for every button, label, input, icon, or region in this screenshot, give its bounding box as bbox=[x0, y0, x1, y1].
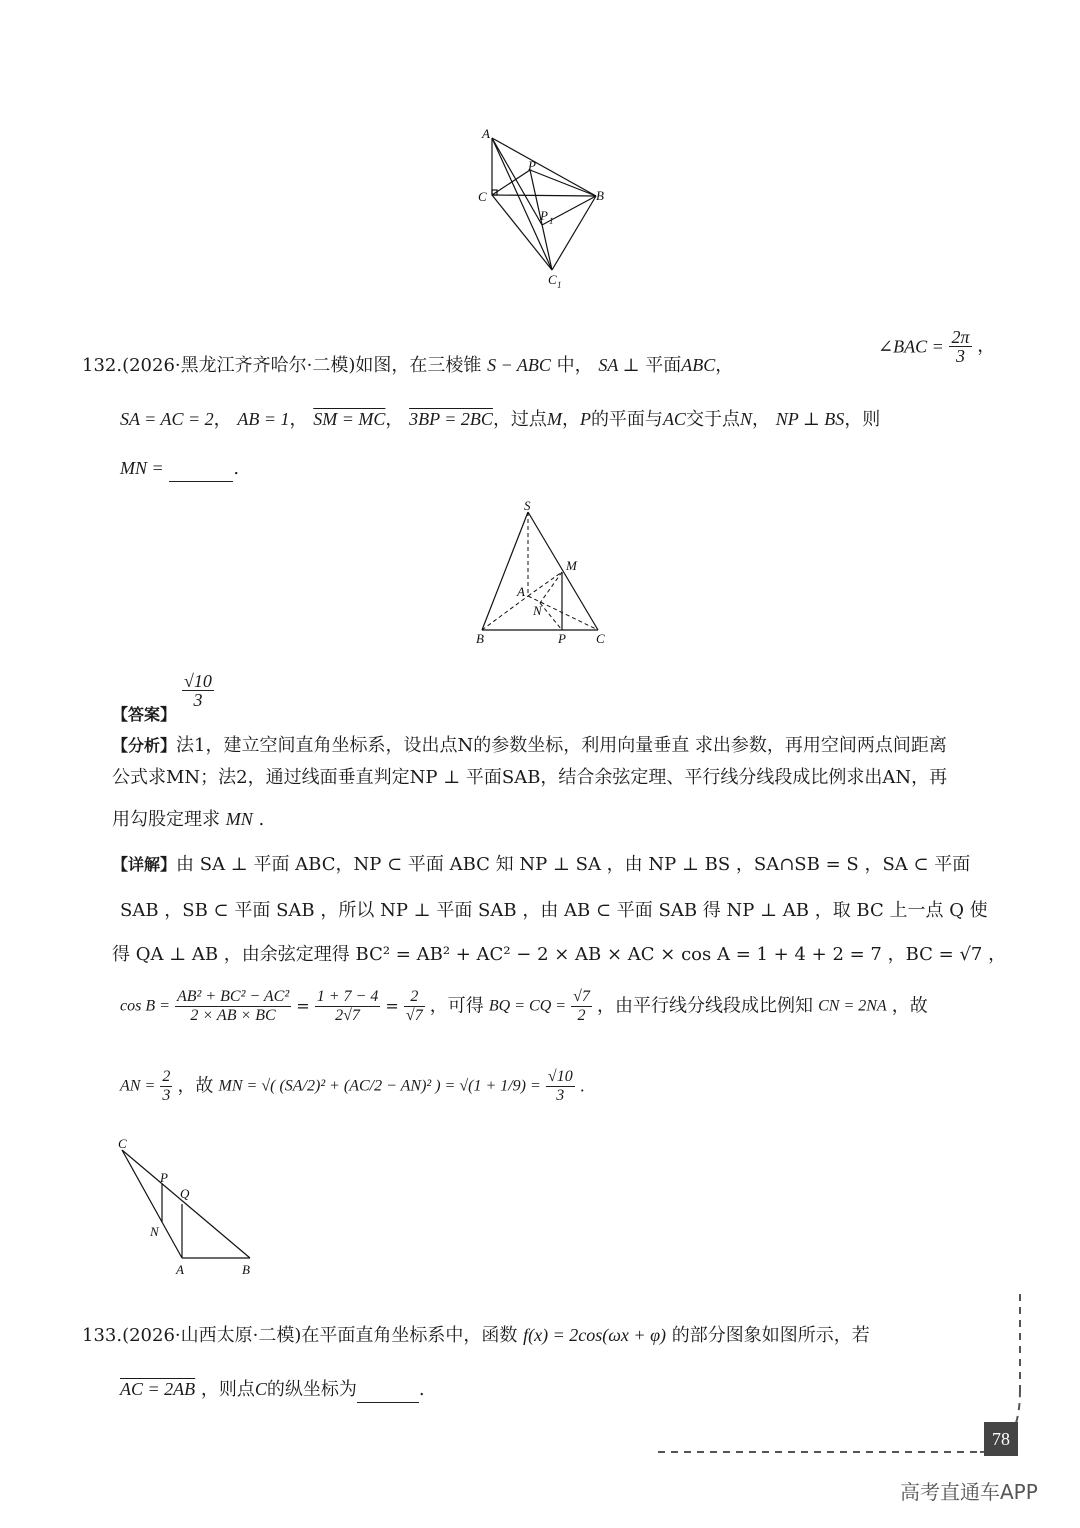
fig2-label-n: N bbox=[533, 603, 542, 618]
q132-text: 交于点 bbox=[685, 409, 740, 430]
q132-math: S − ABC bbox=[487, 355, 551, 375]
fig2-label-c: C bbox=[596, 631, 605, 646]
detail-math: CN = 2NA bbox=[818, 997, 887, 1015]
q132-math: AC bbox=[662, 409, 686, 429]
detail-fraction: $\frac{1 + 7 - 4}{2√7}$ bbox=[316, 988, 379, 1024]
q133-text: 的纵坐标为 bbox=[266, 1379, 357, 1400]
q132-angle-fraction: $\frac{2\pi}{3}$ bbox=[951, 327, 970, 366]
fig3-label-a: A bbox=[176, 1262, 184, 1277]
figure-triangle-3 bbox=[110, 1134, 270, 1279]
detail-line4 bbox=[120, 988, 928, 1025]
detail-math: = bbox=[385, 996, 399, 1016]
figure-pyramid-2 bbox=[470, 498, 620, 648]
q132-math: M bbox=[546, 409, 562, 429]
answer-tag: 【答案】 bbox=[112, 705, 177, 724]
answer-fraction: $\frac{√10}{3}$ bbox=[184, 671, 212, 710]
page-corner-border bbox=[650, 1290, 1030, 1470]
q132-line2 bbox=[120, 406, 880, 433]
q132-text: ，过点 bbox=[492, 409, 547, 430]
detail-math: = bbox=[296, 996, 310, 1016]
fig1-label-c1-sub: 1 bbox=[557, 280, 562, 290]
fig1-label-b: B bbox=[596, 188, 604, 203]
detail-line3 bbox=[112, 942, 1006, 968]
detail-tag: 【详解】 bbox=[112, 855, 177, 874]
analysis-tag: 【分析】 bbox=[112, 736, 177, 755]
fig1-label-p: P bbox=[528, 158, 536, 173]
detail-text: . bbox=[579, 1076, 585, 1096]
fig3-label-b: B bbox=[242, 1262, 250, 1277]
analysis-math: MN bbox=[225, 809, 253, 829]
detail-line1 bbox=[112, 852, 970, 878]
detail-math: BQ = CQ = bbox=[488, 997, 567, 1015]
q132-text: ， bbox=[977, 335, 996, 357]
q132-angle bbox=[878, 328, 995, 365]
q132-text: ， bbox=[213, 409, 232, 430]
fig1-label-c1: C bbox=[548, 272, 557, 287]
fig1-label-a: A bbox=[482, 126, 490, 141]
q133-number: 133. bbox=[82, 1325, 123, 1346]
q133-text: ，则点 bbox=[200, 1379, 255, 1400]
fig2-label-p: P bbox=[558, 631, 566, 646]
q133-math: AC = 2AB bbox=[120, 1379, 196, 1399]
fig2-label-s: S bbox=[524, 498, 531, 513]
fig2-label-b: B bbox=[476, 631, 484, 646]
q132-math: P bbox=[579, 409, 591, 429]
q132-math: SA ⊥ bbox=[598, 355, 640, 375]
analysis-text: 公式求MN；法2，通过线面垂直判定NP ⊥ 平面SAB，结合余弦定理、平行线分线段成比例求出AN，再 bbox=[112, 767, 948, 788]
detail-text: ，故 bbox=[177, 1075, 214, 1097]
fig1-label-p1-sub: 1 bbox=[549, 216, 554, 226]
fig1-label-c: C bbox=[478, 189, 487, 204]
q132-math: NP ⊥ BS bbox=[775, 409, 845, 429]
q133-text: 在平面直角坐标系中，函数 bbox=[301, 1325, 518, 1346]
detail-text: ，由平行线分线段成比例知 bbox=[597, 995, 814, 1017]
detail-text: 由 SA ⊥ 平面 ABC，NP ⊂ 平面 ABC 知 NP ⊥ SA ，由 NP ⊥ BS ，SA∩SB = S ，SA ⊂ 平面 bbox=[176, 854, 971, 875]
analysis-text: . bbox=[258, 809, 265, 830]
fig1-label-p1: P bbox=[540, 208, 548, 223]
fig2-label-a: A bbox=[517, 584, 525, 599]
q132-text: ， bbox=[561, 409, 580, 430]
detail-fraction: $\frac{√7}{2}$ bbox=[573, 988, 590, 1024]
analysis-line2 bbox=[112, 765, 947, 791]
answer-blank bbox=[169, 461, 233, 482]
watermark: 高考直通车APP bbox=[900, 1480, 1038, 1504]
q132-text: 的平面与 bbox=[590, 409, 663, 430]
q133-source: (2026·山西太原·二模) bbox=[122, 1325, 302, 1346]
fig3-label-p: P bbox=[160, 1170, 168, 1185]
q132-text: 如图，在三棱锥 bbox=[355, 355, 482, 376]
q132-math: ∠BAC = bbox=[878, 336, 944, 357]
q132-math: MN = bbox=[120, 458, 164, 478]
detail-math: cos B = bbox=[120, 997, 170, 1015]
q132-text: ， bbox=[289, 409, 308, 430]
q133-line2 bbox=[120, 1376, 425, 1403]
detail-text: ，可得 bbox=[429, 995, 484, 1017]
q132-line1 bbox=[82, 352, 733, 379]
analysis-text: 法1，建立空间直角坐标系，设出点N的参数坐标，利用向量垂直 求出参数，再用空间两点间距离 bbox=[176, 735, 947, 756]
q132-math: N bbox=[739, 409, 752, 429]
q132-text: 平面 bbox=[645, 355, 682, 376]
analysis-line3 bbox=[112, 806, 264, 833]
detail-math: MN = √( (SA/2)² + (AC/2 − AN)² ) = √(1 + 1/9) = bbox=[218, 1077, 541, 1095]
detail-fraction: $\frac{\text{AB² + BC² − AC²}}{2 \times AB \times BC}$ bbox=[177, 988, 290, 1024]
q133-math: C bbox=[254, 1379, 267, 1399]
q132-text: ， bbox=[751, 409, 770, 430]
detail-fraction: $\frac{2}{√7}$ bbox=[405, 988, 423, 1024]
figure-pyramid-1 bbox=[470, 120, 620, 295]
fig3-label-n: N bbox=[150, 1224, 159, 1239]
q132-math: SA = AC = 2 bbox=[120, 409, 214, 429]
fig2-label-m: M bbox=[566, 558, 577, 573]
q133-text: . bbox=[418, 1379, 425, 1400]
detail-text: ，故 bbox=[891, 995, 928, 1017]
q132-math: 3BP = 2BC bbox=[409, 409, 493, 429]
q132-line3 bbox=[120, 455, 239, 482]
detail-text: 得 QA ⊥ AB ，由余弦定理得 BC² = AB² + AC² − 2 × AB × AC × cos A = 1 + 4 + 2 = 7 ，BC = √7 ， bbox=[112, 944, 1007, 965]
analysis-text: 用勾股定理求 bbox=[112, 809, 220, 830]
q132-text: ， bbox=[715, 355, 734, 376]
detail-line2 bbox=[120, 898, 988, 924]
detail-line5 bbox=[120, 1068, 585, 1105]
page-number-box bbox=[984, 1422, 1018, 1456]
detail-fraction: $\frac{2}{3}$ bbox=[162, 1068, 171, 1104]
detail-text: SAB ，SB ⊂ 平面 SAB ，所以 NP ⊥ 平面 SAB ，由 AB ⊂ 平面 SAB 得 NP ⊥ AB ，取 BC 上一点 Q 使 bbox=[120, 900, 988, 921]
q132-text: 中， bbox=[556, 355, 593, 376]
q132-math: SM = MC bbox=[313, 409, 386, 429]
page-number: 78 bbox=[992, 1428, 1010, 1449]
detail-math: AN = bbox=[120, 1077, 156, 1095]
q133-math: f(x) = 2cos(ωx + φ) bbox=[523, 1325, 667, 1345]
fig3-label-q: Q bbox=[180, 1186, 190, 1201]
answer-blank bbox=[357, 1382, 419, 1403]
fig3-label-c: C bbox=[118, 1136, 127, 1151]
q132-text: . bbox=[233, 458, 240, 479]
q132-math: AB = 1 bbox=[237, 409, 290, 429]
q132-math: ABC bbox=[681, 355, 716, 375]
detail-fraction: $\frac{√10}{3}$ bbox=[547, 1068, 573, 1104]
q132-source: (2026·黑龙江齐齐哈尔·二模) bbox=[122, 355, 356, 376]
q133-text: 的部分图象如图所示，若 bbox=[671, 1325, 870, 1346]
q132-text: ，则 bbox=[844, 409, 881, 430]
q132-number: 132. bbox=[82, 355, 123, 376]
analysis-line1 bbox=[112, 733, 947, 759]
q132-text: ， bbox=[385, 409, 404, 430]
